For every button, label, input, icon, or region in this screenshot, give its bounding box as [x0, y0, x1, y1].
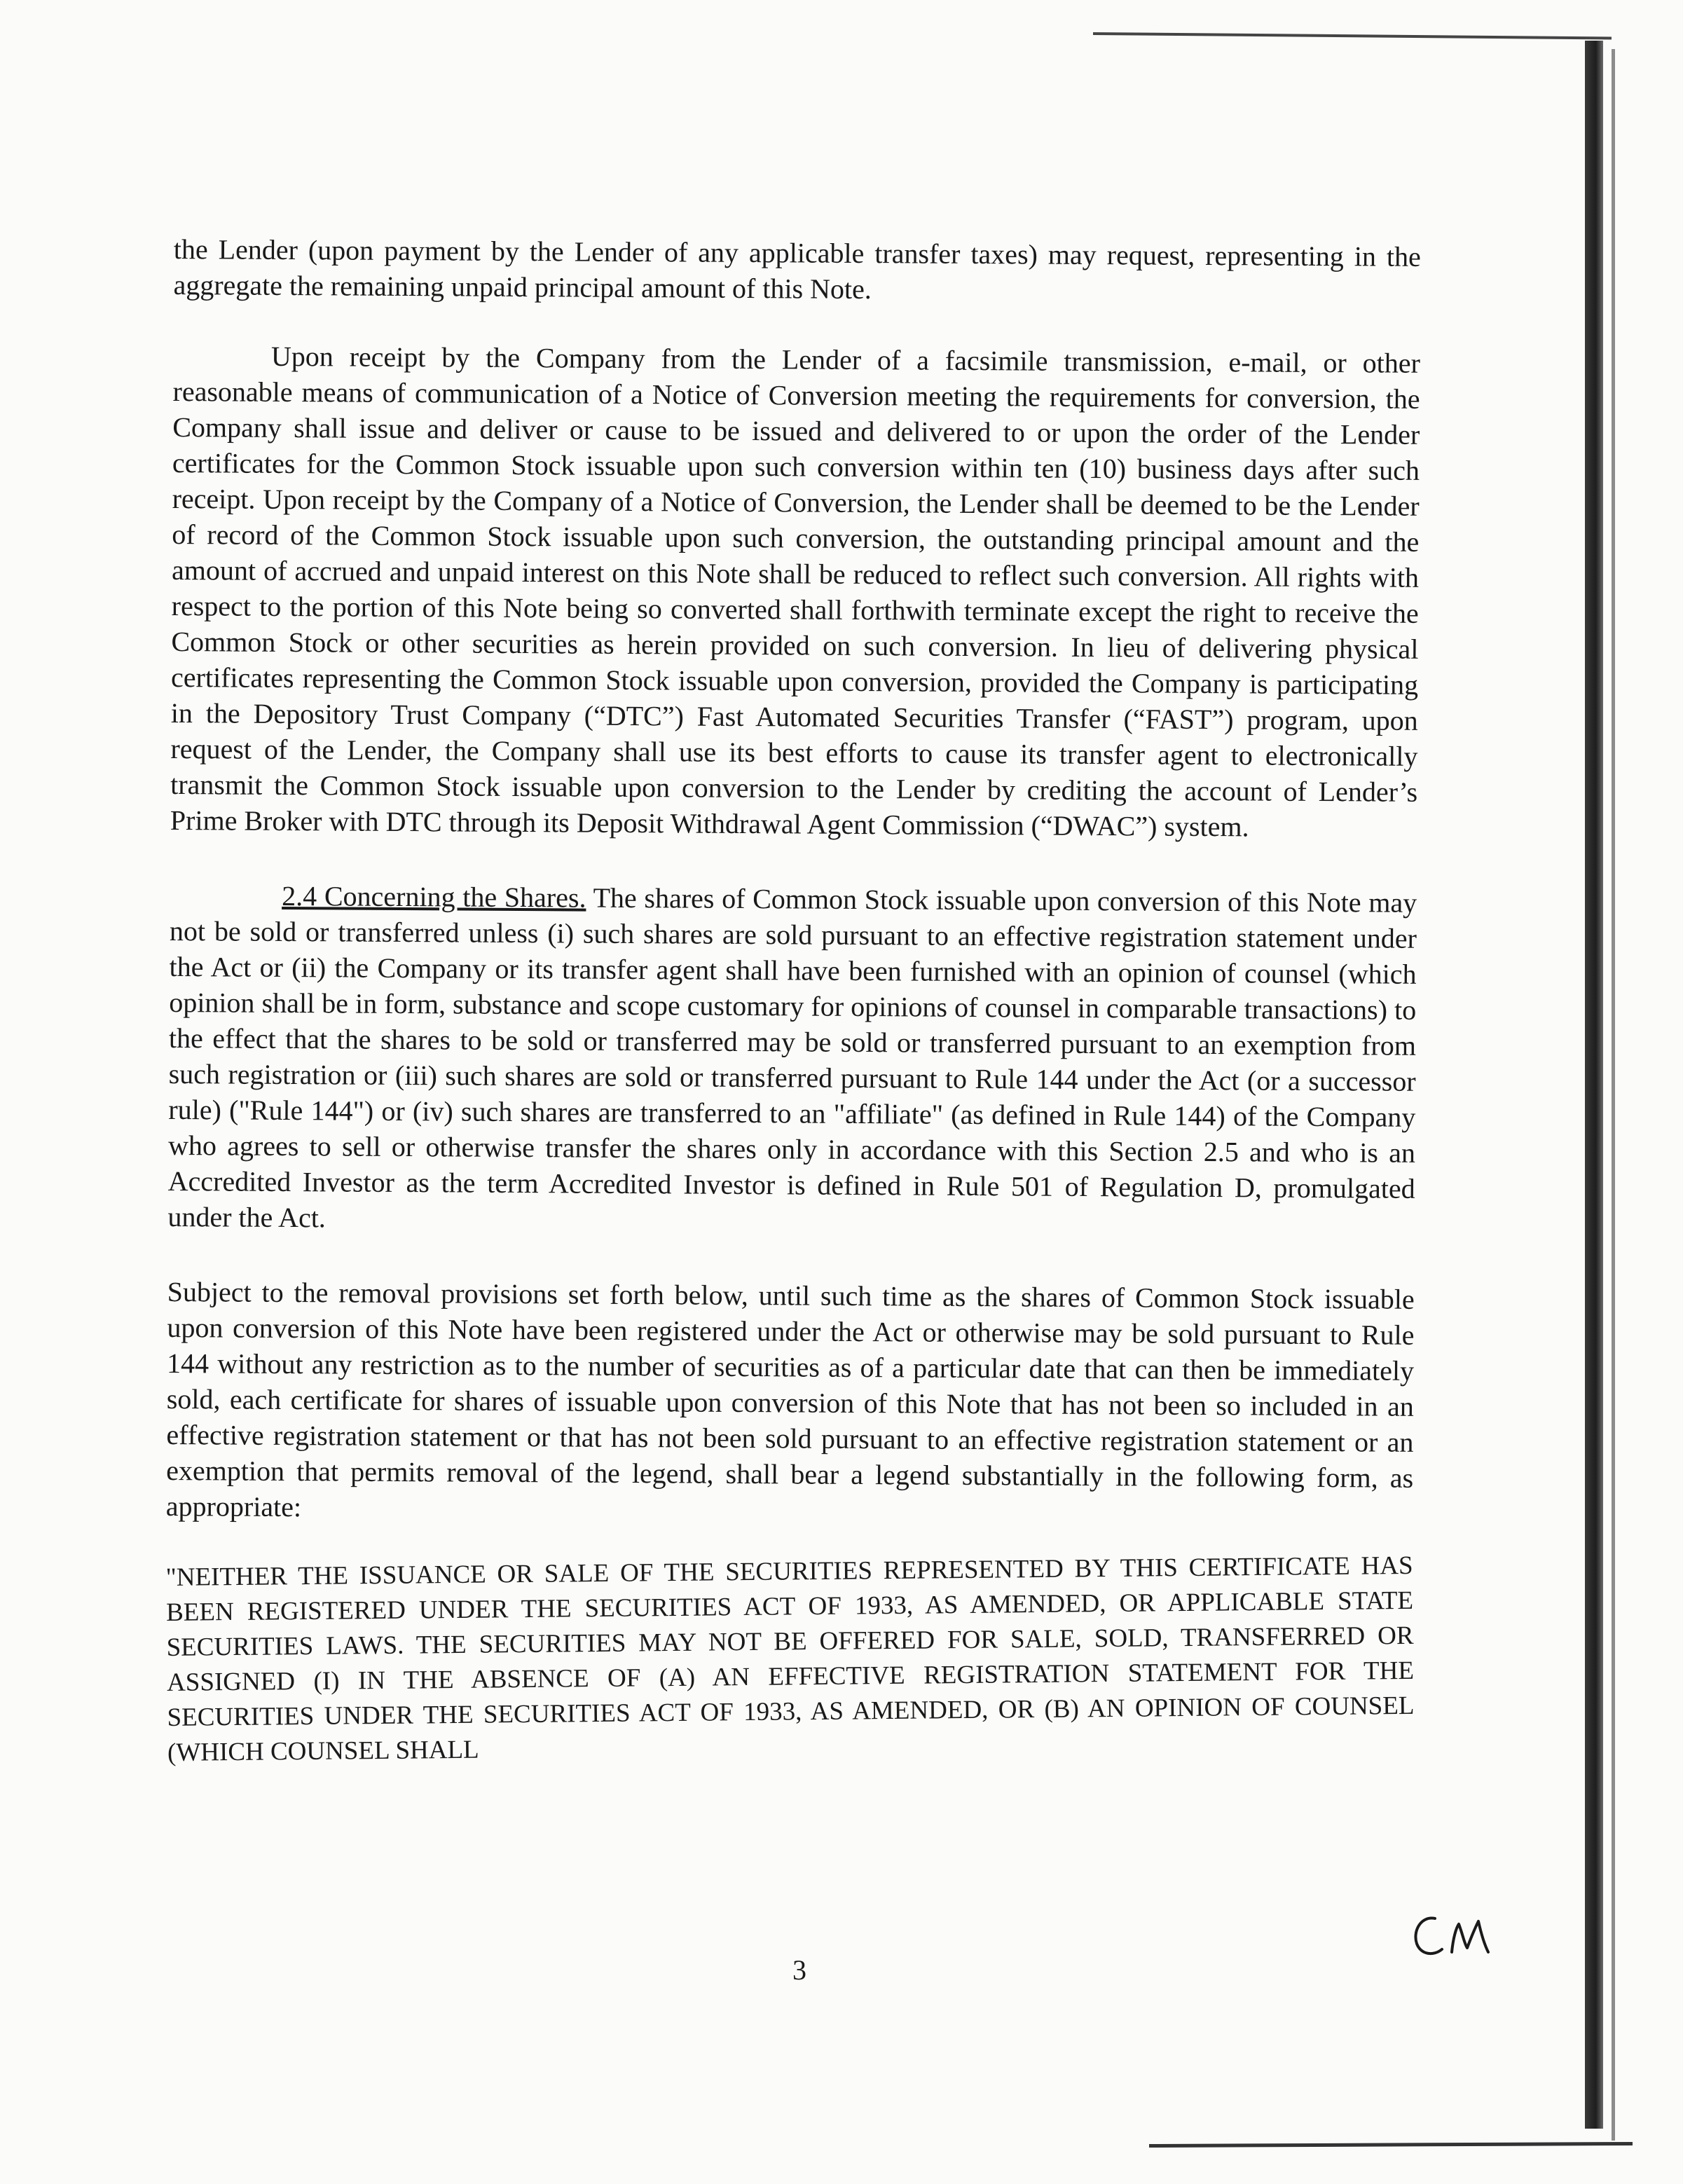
section-heading-2-4: 2.4 Concerning the Shares.	[282, 879, 586, 914]
section-2-4-paragraph	[167, 877, 1417, 1242]
document-body	[165, 231, 1421, 1778]
paragraph-notice-of-conversion: Upon receipt by the Company from the Lender of a facsimile transmission, e-mail, or other reasonable means of communication of a Notice of Conversion meeting the requirements for conversion, the Company shall issue and deliver or cause to be issued and delivered to or upon the order of the Lender certificates for the Common Stock issuable upon such conversion within ten (10) business days after such receipt. Upon receipt by the Company of a Notice of Conversion, the Lender shall be deemed to be the Lender of record of the Common Stock issuable upon such conversion, the outstanding principal amount and the amount of accrued and unpaid interest on this Note shall be reduced to reflect such conversion. All rights with respect to the portion of this Note being so converted shall forthwith terminate except the right to receive the Common Stock or other securities as herein provided on such conversion. In lieu of delivering physical certificates representing the Common Stock issuable upon conversion, provided the Company is participating in the Depository Trust Company (“DTC”) Fast Automated Securities Transfer (“FAST”) program, upon request of the Lender, the Company shall use its best efforts to cause its transfer agent to electronically transmit the Common Stock issuable upon conversion to the Lender by crediting the account of Lender’s Prime Broker with DTC through its Deposit Withdrawal Agent Commission (“DWAC”) system.	[170, 340, 1421, 843]
paragraph-legend-requirement: Subject to the removal provisions set forth below, until such time as the shares of Common Stock issuable upon conversion of this Note have been registered under the Act or otherwise may be sold pursuant to Rule 144 without any restriction as to the number of securities as of a particular date that can then be immediately sold, each certificate for shares of issuable upon conversion of this Note that has not been so included in an effective registration statement or that has not been sold pursuant to an effective registration statement or an exemption that permits removal of the legend, shall bear a legend substantially in the following form, as appropriate:	[165, 1275, 1415, 1523]
paragraph-continuation: the Lender (upon payment by the Lender of any applicable transfer taxes) may request, representing in the aggregate the remaining unpaid principal amount of this Note.	[173, 233, 1421, 305]
restrictive-legend: "NEITHER THE ISSUANCE OR SALE OF THE SECURITIES REPRESENTED BY THIS CERTIFICATE HAS BEEN REGISTERED UNDER THE SECURITIES ACT OF 1933, AS AMENDED, OR APPLICABLE STATE SECURITIES LAWS. THE SECURITIES MAY NOT BE OFFERED FOR SALE, SOLD, TRANSFERRED OR ASSIGNED (I) IN THE ABSENCE OF (A) AN EFFECTIVE REGISTRATION STATEMENT FOR THE SECURITIES UNDER THE SECURITIES ACT OF 1933, AS AMENDED, OR (B) AN OPINION OF COUNSEL (WHICH COUNSEL SHALL	[165, 1551, 1415, 1767]
scan-edge-top	[1093, 32, 1612, 39]
section-2-4-body: The shares of Common Stock issuable upon conversion of this Note may not be sold or transferred unless (i) such shares are sold pursuant to an effective registration statement under the Act or (ii) the Company or its transfer agent shall have been furnished with an opinion of counsel (which opinion shall be in form, substance and scope customary for opinions of counsel in comparable transactions) to the effect that the shares to be sold or transferred may be sold or transferred pursuant to an exemption from such registration or (iii) such shares are sold or transferred pursuant to Rule 144 under the Act (or a successor rule) ("Rule 144") or (iv) such shares are transferred to an "affiliate" (as defined in Rule 144) of the Company who agrees to sell or otherwise transfer the shares only in accordance with this Section 2.5 and who is an Accredited Investor as the term Accredited Investor is defined in Rule 501 of Regulation D, promulgated under the Act.	[167, 881, 1417, 1234]
scan-edge-right-line	[1612, 49, 1615, 2141]
scan-edge-bottom	[1149, 2142, 1633, 2148]
handwritten-initials-signature	[1408, 1903, 1520, 1966]
page-number: 3	[792, 1954, 806, 1986]
scan-edge-right	[1585, 41, 1603, 2129]
